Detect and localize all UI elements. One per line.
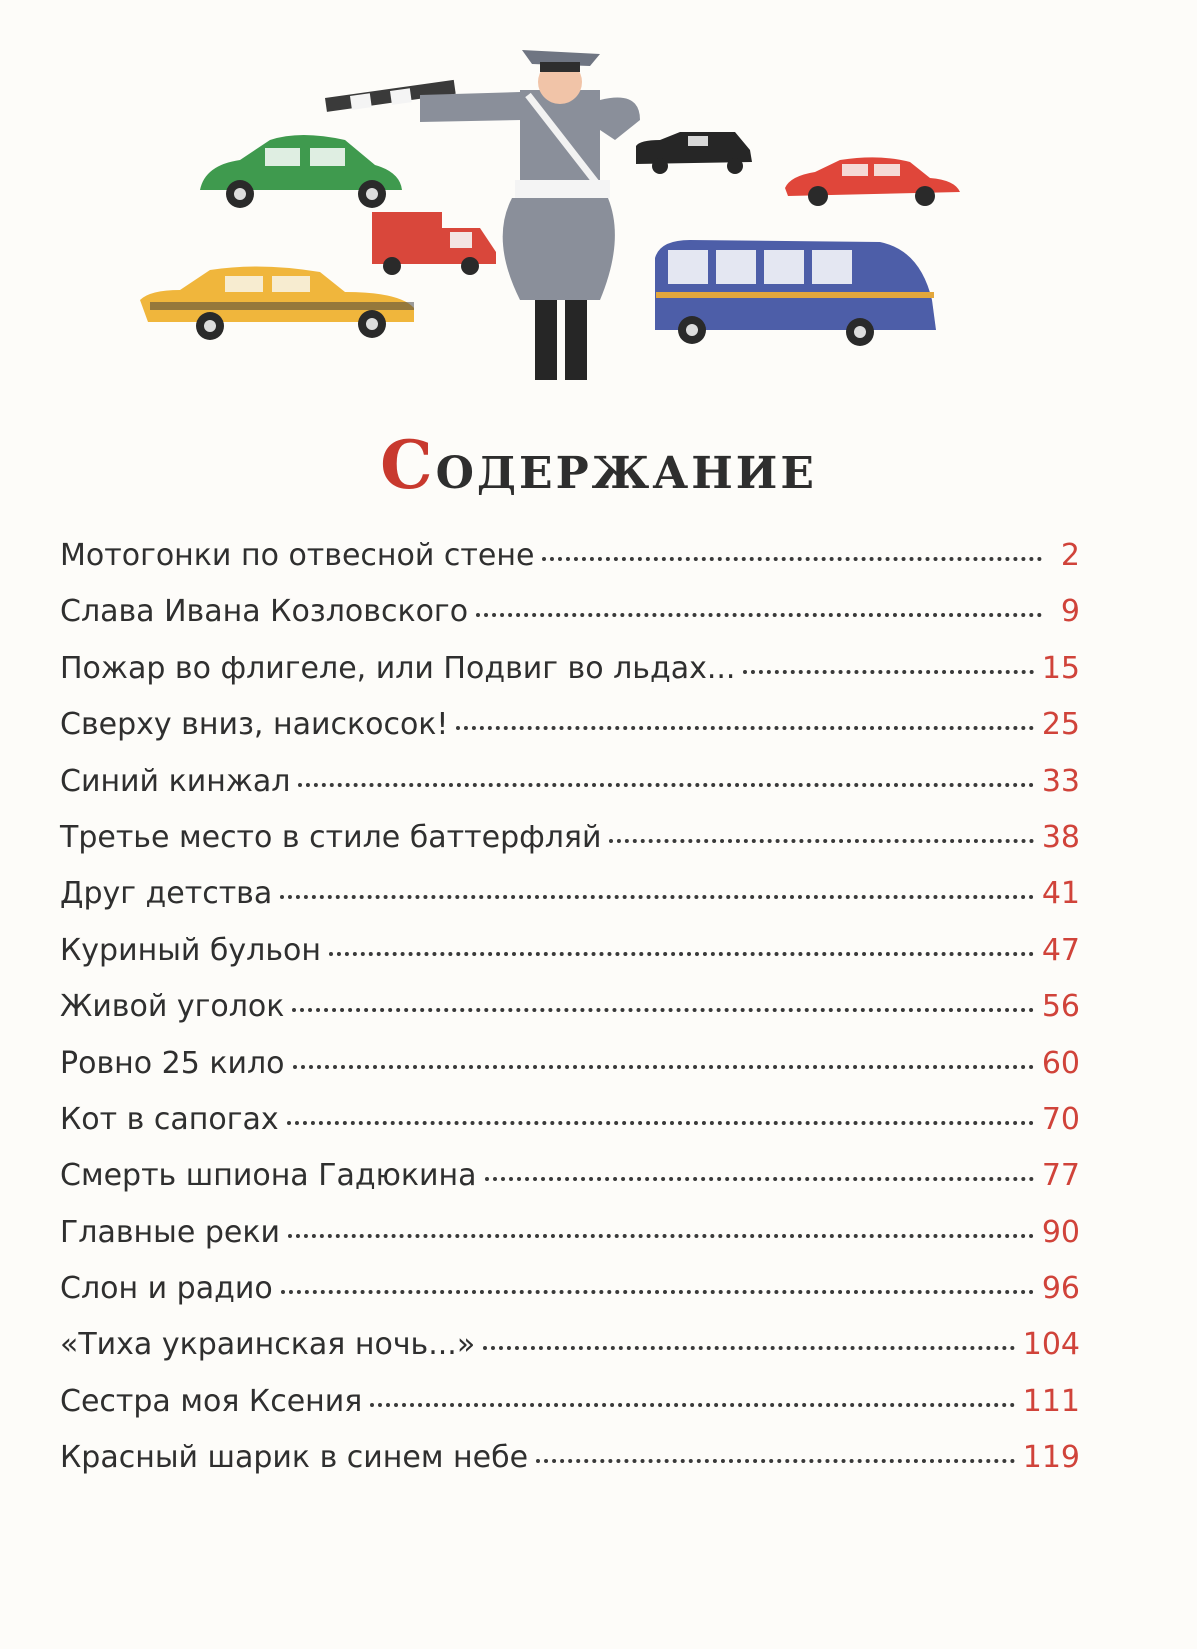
toc-entry[interactable] [60,1158,1080,1214]
toc-leader-dots [743,670,1033,674]
black-car-icon [636,132,752,174]
toc-entry[interactable] [60,1327,1080,1383]
toc-page-number: 2 [1060,538,1080,573]
toc-page-number: 47 [1041,932,1080,968]
toc-page-number: 38 [1041,819,1080,855]
toc-entry[interactable] [60,1440,1080,1496]
toc-entry-title: Главные реки [60,1214,280,1250]
toc-entry[interactable] [60,538,1080,594]
title-rest: ОДЕРЖАНИЕ [435,448,817,499]
toc-page-number: 9 [1060,594,1080,630]
toc-entry-title: Ровно 25 кило [60,1045,285,1081]
toc-entry[interactable] [60,764,1080,820]
toc-entry-title: Друг детства [60,876,273,912]
toc-leader-dots [476,613,1042,617]
toc-entry-title: «Тиха украинская ночь...» [60,1327,476,1363]
toc-leader-dots [281,1290,1034,1294]
toc-entry[interactable] [60,651,1080,707]
toc-leader-dots [292,1008,1033,1012]
toc-page-number: 70 [1041,1101,1080,1137]
toc-entry-title: Пожар во флигеле, или Подвиг во льдах... [60,650,736,686]
toc-page-number: 119 [1022,1440,1080,1476]
green-car-icon [200,135,402,208]
red-car-icon [785,157,960,206]
toc-page-number: 90 [1041,1214,1080,1250]
toc-entry-title: Живой уголок [60,989,285,1025]
toc-entry-title: Слон и радио [60,1271,273,1307]
toc-page-number: 60 [1041,1045,1080,1081]
title-initial: С [380,426,436,504]
toc-entry[interactable] [60,707,1080,763]
toc-entry-title: Сверху вниз, наискосок! [60,707,449,743]
toc-page-number: 15 [1041,650,1080,686]
table-of-contents [60,538,1080,1497]
toc-leader-dots [293,1065,1034,1069]
toc-entry[interactable] [60,820,1080,876]
toc-entry-title: Сестра моя Ксения [60,1383,363,1419]
toc-entry-title: Куриный бульон [60,932,322,968]
toc-entry-title: Смерть шпиона Гадюкина [60,1158,477,1194]
toc-leader-dots [329,952,1034,956]
toc-entry[interactable] [60,1102,1080,1158]
toc-leader-dots [609,839,1033,843]
toc-leader-dots [287,1121,1034,1125]
toc-entry-title: Синий кинжал [60,763,291,799]
toc-page-number: 77 [1041,1158,1080,1194]
toc-entry-title: Мотогонки по отвесной стене [60,538,535,573]
toc-entry-title: Слава Ивана Козловского [60,594,469,630]
toc-page-number: 33 [1041,763,1080,799]
toc-entry-title: Кот в сапогах [60,1101,279,1137]
toc-leader-dots [280,895,1034,899]
toc-page-number: 25 [1041,707,1080,743]
toc-entry[interactable] [60,1046,1080,1102]
toc-entry[interactable] [60,1215,1080,1271]
toc-entry[interactable] [60,989,1080,1045]
toc-leader-dots [483,1346,1015,1350]
toc-entry[interactable] [60,876,1080,932]
red-truck-icon [372,212,496,275]
toc-leader-dots [456,726,1033,730]
toc-page-number: 56 [1041,989,1080,1025]
toc-entry-title: Третье место в стиле баттерфляй [60,819,602,855]
toc-leader-dots [298,783,1033,787]
toc-entry[interactable] [60,594,1080,650]
blue-bus-icon [655,240,936,346]
traffic-illustration [0,0,1197,420]
toc-page-number: 41 [1041,876,1080,912]
toc-page-number: 96 [1041,1271,1080,1307]
toc-leader-dots [485,1177,1034,1181]
toc-leader-dots [542,557,1042,561]
toc-leader-dots [370,1403,1014,1407]
toc-page-number: 111 [1022,1383,1080,1419]
yellow-taxi-icon [140,266,414,340]
toc-entry[interactable] [60,933,1080,989]
toc-page-number: 104 [1022,1327,1080,1363]
page-title [0,426,1197,504]
toc-entry[interactable] [60,1384,1080,1440]
toc-leader-dots [288,1234,1034,1238]
toc-entry-title: Красный шарик в синем небе [60,1440,529,1476]
toc-entry[interactable] [60,1271,1080,1327]
toc-leader-dots [536,1459,1015,1463]
